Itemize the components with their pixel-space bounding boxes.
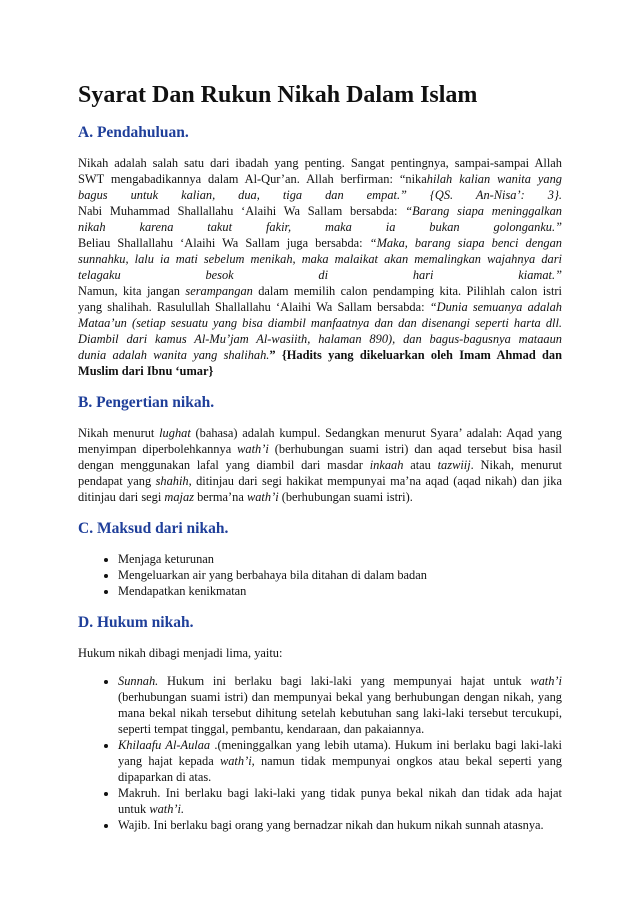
italic-span: Khilaafu Al-Aulaa [118, 738, 211, 752]
para-line [78, 315, 562, 331]
italic-span: wath’i [237, 442, 269, 456]
list-hukum [78, 673, 562, 833]
text-span: (bahasa) adalah kumpul. Sedangkan menurut Syara’ adalah: Aqad yang menyimpan diperbolehkannya [78, 426, 562, 456]
text-span: (berhubungan suami istri) dan aqad tersebut bisa hasil dengan menggunakan lafal yang diambil dari masdar [78, 442, 562, 472]
italic-span: wath’i [530, 674, 562, 688]
para-line [78, 171, 562, 187]
italic-span: nikah karena takut fakir, maka ia bukan golonganku.” [78, 220, 562, 234]
list-item [118, 737, 562, 785]
bold-span: Muslim dari Ibnu ‘umar} [78, 364, 214, 378]
italic-span: “Maka, barang siapa benci dengan [369, 236, 562, 250]
list-item: • Menjaga keturunan [118, 551, 562, 567]
para-line [78, 219, 562, 235]
italic-span: hilah kalian wanita yang [426, 172, 562, 186]
text-span: .(meninggalkan yang lebih utama). Hukum ini berlaku bagi laki-laki yang hajat kepada [118, 738, 563, 768]
para-line [78, 331, 562, 347]
italic-span: wath’i. [149, 802, 185, 816]
italic-span: Sunnah. [118, 674, 159, 688]
heading-pendahuluan: A. Pendahuluan. [78, 124, 189, 141]
italic-span: Mataa’un (setiap sesuatu yang bisa diambil manfaatnya dan dan disenangi seperti harta dll. [78, 316, 562, 330]
text-span: dalam memilih calon pendamping kita. Pilihlah calon istri [252, 284, 562, 298]
italic-span: wath’i, [219, 754, 255, 768]
para-line [78, 299, 562, 315]
italic-span: Diambil dari kamus Al-Mu’jam Al-wasiith, halaman 890), dan bagus-bagusnya mataaun [78, 332, 562, 346]
text-span: namun tidak mempunyai ongkos atau bekal seperti yang dipaparkan di atas. [118, 754, 562, 784]
text-span: Beliau Shallallahu ‘Alaihi Wa Sallam juga bersabda: [78, 236, 370, 250]
list-item: • Mendapatkan kenikmatan [118, 583, 562, 599]
italic-span: serampangan [185, 284, 253, 298]
list-item [118, 785, 562, 817]
para-line [78, 267, 562, 283]
list-item [118, 673, 562, 737]
para-line [78, 235, 562, 251]
para-line [78, 347, 562, 363]
text-span: Makruh. Ini berlaku bagi laki-laki yang tidak punya bekal nikah dan tidak ada hajat untuk [118, 786, 562, 816]
italic-span: lughat [159, 426, 191, 440]
heading-hukum: D. Hukum nikah. [78, 614, 194, 631]
italic-span: telagaku besok di hari kiamat.” [78, 268, 562, 282]
italic-span: “Dunia semuanya adalah [429, 300, 562, 314]
italic-span: tazwiij [437, 458, 471, 472]
list-item: • Wajib. Ini berlaku bagi orang yang bernadzar nikah dan hukum nikah sunnah atasnya. [118, 817, 562, 833]
italic-span: “Barang siapa meninggalkan [405, 204, 562, 218]
page-title: Syarat Dan Rukun Nikah Dalam Islam [78, 82, 478, 108]
bold-span: ” {Hadits yang dikeluarkan oleh Imam Ahmad dan [269, 348, 562, 362]
text-span: atau [403, 458, 438, 472]
italic-span: wath’i [246, 490, 279, 504]
list-item: • Mengeluarkan air yang berbahaya bila ditahan di dalam badan [118, 567, 562, 583]
italic-span: inkaah [369, 458, 404, 472]
text-span: SWT mengabadikannya dalam Al-Qur’an. Allah berfirman: “nika [78, 172, 427, 186]
para-line [78, 203, 562, 219]
text-span: , ditinjau dari segi hakikat mempunyai ma’na aqad (aqad nikah) dan jika ditinjau dari segi [78, 474, 562, 504]
text-span: (berhubungan suami istri) dan mempunyai bekal yang berhubungan dengan nikah, yang mana bekal nikah tersebut dihitung setelah kebutuhan sang laki-laki tersebut tercukupi, seperti tempat tinggal, pembantu, kendaraan, dan pakaiannya. [118, 690, 562, 736]
para-line: Nikah adalah salah satu dari ibadah yang penting. Sangat pentingnya, sampai-sampai Allah [78, 156, 562, 170]
text-span: Nabi Muhammad Shallallahu ‘Alaihi Wa Sallam bersabda: [78, 204, 406, 218]
list-maksud [78, 551, 562, 599]
para-line [78, 363, 562, 379]
text-span: Nikah menurut [78, 426, 160, 440]
text-span: Namun, kita jangan [78, 284, 186, 298]
italic-span: dunia adalah wanita yang shalihah. [78, 348, 270, 362]
italic-span: bagus untuk kalian, dua, tiga dan empat.” {QS. An-Nisa’: 3}. [78, 188, 562, 202]
spacer [78, 661, 562, 673]
section-pendahuluan [78, 155, 562, 379]
heading-maksud: C. Maksud dari nikah. [78, 520, 229, 537]
text-span: (berhubungan suami istri). [278, 490, 413, 504]
para-line [78, 251, 562, 267]
text-span: berma’na [193, 490, 247, 504]
para-hukum-intro: Hukum nikah dibagi menjadi lima, yaitu: [78, 646, 283, 660]
document-page [78, 80, 562, 833]
italic-span: shahih [155, 474, 189, 488]
para-line [78, 187, 562, 203]
text-span: Hukum ini berlaku bagi laki-laki yang mempunyai hajat untuk [158, 674, 531, 688]
para-pengertian [78, 425, 562, 505]
heading-pengertian: B. Pengertian nikah. [78, 394, 215, 411]
text-span: . Nikah, menurut pendapat yang [78, 458, 562, 488]
italic-span: majaz [164, 490, 194, 504]
para-line [78, 283, 562, 299]
italic-span: sunnahku, lalu ia mati sebelum menikah, maka malaikat akan memalingkan wajahnya dari [78, 252, 562, 266]
text-span: yang shalihah. Rasulullah Shallallahu ‘Alaihi Wa Sallam bersabda: [78, 300, 430, 314]
